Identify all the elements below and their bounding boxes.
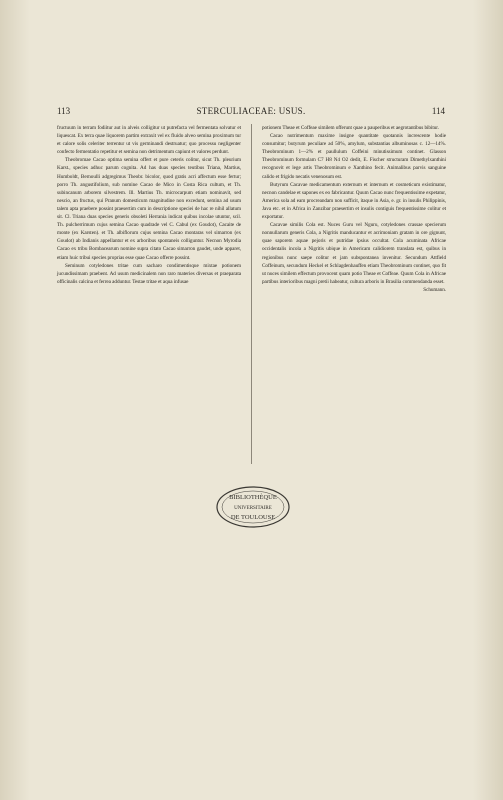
- paragraph: potionem Theae et Coffeae similem offerunt quae a pauperibus et aegrotantibus bibitur.: [262, 125, 439, 131]
- stamp-text-bottom: DE TOULOUSE: [230, 514, 276, 521]
- page-header: [57, 106, 445, 118]
- page-number-right: 114: [431, 106, 445, 116]
- stamp-text-middle: UNIVERSITAIRE: [234, 506, 272, 511]
- running-title: STERCULIACEAE: USUS.: [196, 106, 306, 116]
- paragraph: Cacavae similis Cola est. Nuces Guru vel Nguru, cotyledones crassae specierum nonnullarum generis Cola, a Nigritis manducantur et acrimoniam gratam in ore gignunt, quae saporem aquae pejoris et putridae ipsius occultat. Cola acuminata Africae occidentalis incola a Nigritis ubique in Americam calidiorem translata est, quibus in regionibus nunc saepe colitur et jam subspontanea invenitur. Secundum Attfield Coffeinum, secundum Heckel et Schlagdenhauffen etiam Theobrominum continet, quo fit ut nuces similem effectum provocent quam potio Theae et Coffeae. Quum Cola in Africae partibus interioribus magni pretii habeatur, cultura arboris in Brasilia commendanda esset.: [262, 222, 446, 285]
- column-divider: [251, 124, 252, 464]
- page-number-left: 113: [57, 106, 71, 116]
- library-stamp: [214, 484, 292, 530]
- author-signature: Schumann.: [423, 286, 446, 293]
- right-text-column: [262, 124, 446, 294]
- left-text-column: [57, 124, 241, 286]
- paragraph: Cacao nutrimentum maxime insigne quantitate quotannis increscente hodie consumitur; butyrum peculiare ad 50%, amylum, substantias albuminosas c. 12—14%. Theobrominum 1—2% et paullulum Coffeini minutissimum continet. Glasson Theobrominum formulam C7 H8 N4 O2 dedit, E. Fischer structuram Dimethylxanthini recognovit et lege artis Theobrominum e Xanthino fecit. Animalibus parvis sanguine calido et frigido necatis venenosum est.: [262, 133, 446, 180]
- paragraph: fructuum in terram fodiitur aut in alveis colligitur ut putrefacta vel fermentata solvatur et liquescat. Ex terra quae liquorem partim extraxit vel ex fluido alveo semina proximum tur et calore solis celeriter terrentur ut vis germinandi destruatur; quo processu negligenter confecto fermentatio repetitur et semina non detrimentum capiunt et valores perdunt.: [57, 125, 241, 156]
- paragraph: Theobromae Cacao optima semina offert et pure ceteris colitur, sicut Th. pleurium Karst., species adhuc parum cognita. Ad has duas species teutibus Triana, Martius, Humboldt, Bernoulli adgregimus Theobr. bicolor, quod gratis acri affectum esse fertur; porro Th. angustifolium, sub nomine Cacao de Mico in Costa Rica cultum, et Th. subincanum arborem silvestrem. Ill. Martius Th. microcarpum etiam nominavit, sed nescio, an fructus, qui Pranum domesticum magnitudine non excedunt, semina ad usum talem apta praebere possint praesertim cum in descriptione speciei de hac re nihil allatum sit. Cl. Triana duas species generis obsoleti Herrania indicat quibus incolae utuntur, scil. Th. pulcherrimum cujus semina Cacao quadrade vel C. Cabul (ex Goudot), Cacaite de monte (ex Karsten). et Th. albiflorum cujus semina Cacao montaras vel simarron (ex Goudot) ab Indianis appellantur et ex arboribus spontaneis colliguntur. Necnon Myrodia Cacao ex tribu Bombacearum nomine supra citato Cacao simarron gaudet, unde apparet, etiam huic tribui species proprias esse quae Cacao offerre possint.: [57, 157, 241, 261]
- stamp-text-top: BIBLIOTHÈQUE: [229, 494, 277, 501]
- paragraph: Seminum cotyledones tritae cum sacharo condimentisque mixtae potionem jucundissimam praebent. Ad usum medicinalem non raro materies diversas et praeparata officinalis calcina et ferrea adduntur. Testae tritae et aqua infusae: [57, 262, 241, 285]
- paragraph: Butyrum Cacavae medicamentum externum et internum et cosmeticum existimatur, necnon candelae et sapones ex eo fabricantur. Quum Cacao nunc frequentissime expetatur, America sola ad eam procreandam non sufficit, itaque in Asia, e. gr. in insulis Philippinis, Java etc. et in Africa in Zanzibar praesertim et insulis contiguis frequentissime colitur et exportatur.: [262, 181, 446, 221]
